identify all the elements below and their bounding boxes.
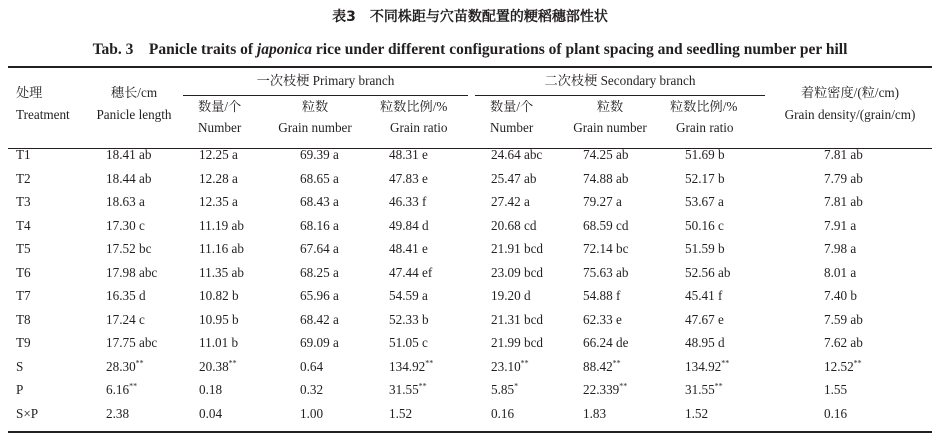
cell-value: 52.56 ab (685, 264, 731, 280)
cell-value: 11.35 ab (199, 264, 244, 280)
cell-value: 5.85 (491, 382, 515, 397)
table-cell (491, 288, 531, 304)
table-cell (389, 382, 427, 398)
cell-value: 6.16 (106, 382, 130, 397)
row-treatment: T1 (16, 147, 31, 162)
table-cell (199, 218, 244, 234)
table-cell (389, 147, 428, 163)
table-row (0, 261, 940, 285)
title-en-italic: japonica (256, 41, 313, 58)
table-cell (685, 288, 722, 304)
table-cell (491, 171, 536, 187)
table-row (0, 378, 940, 402)
cell-value: 1.83 (583, 405, 607, 421)
cell-value: 12.52 (824, 358, 854, 374)
table-cell (583, 241, 628, 257)
table-cell (199, 406, 222, 422)
table-cell (389, 288, 428, 304)
cell-value: 68.65 a (300, 170, 339, 186)
table-cell (389, 312, 429, 328)
cell-value: 17.75 abc (106, 335, 158, 350)
cell-value: 47.44 ef (389, 264, 433, 280)
cell-value: 11.16 ab (199, 241, 244, 256)
table-cell (300, 406, 323, 422)
table-cell (300, 288, 339, 304)
cell-value: 0.64 (300, 358, 324, 374)
table-cell (685, 265, 730, 281)
cell-value: 68.42 a (300, 311, 339, 327)
table-cell (824, 241, 856, 257)
table-cell (106, 288, 146, 304)
row-treatment: T4 (16, 217, 31, 233)
row-treatment: T3 (16, 194, 31, 209)
row-treatment: P (16, 382, 24, 397)
header-primary-number-cn: 数量/个 (198, 99, 242, 114)
cell-value: 17.52 bc (106, 241, 152, 256)
table-cell (199, 241, 244, 257)
table-cell (300, 171, 339, 187)
table-cell (824, 382, 847, 398)
table-cell (106, 359, 144, 375)
table-title-english (0, 37, 940, 59)
table-cell (199, 147, 238, 163)
significance-mark: ** (228, 358, 237, 368)
header-primary-grain-en: Grain number (278, 120, 352, 135)
cell-value: 47.67 e (685, 311, 724, 327)
table-bottom-rule (8, 431, 932, 433)
header-secondary-number-en: Number (490, 120, 534, 135)
significance-mark: ** (418, 381, 427, 391)
cell-value: 7.81 ab (824, 194, 863, 209)
table-cell (583, 147, 628, 163)
cell-value: 51.05 c (389, 335, 428, 350)
table-cell (300, 312, 339, 328)
cell-value: 21.91 bcd (491, 241, 544, 256)
row-treatment: T2 (16, 170, 31, 186)
table-cell (389, 171, 428, 187)
cell-value: 53.67 a (685, 194, 724, 209)
cell-value: 28.30 (106, 358, 136, 374)
table-cell (685, 312, 724, 328)
cell-value: 1.55 (824, 382, 848, 397)
cell-value: 23.10 (491, 358, 521, 374)
significance-mark: ** (619, 381, 628, 391)
cell-value: 1.00 (300, 405, 324, 421)
table-row (0, 143, 940, 167)
cell-value: 12.35 a (199, 194, 238, 209)
cell-value: 49.84 d (389, 217, 429, 233)
cell-value: 88.42 (583, 358, 613, 374)
cell-value: 69.09 a (300, 335, 339, 350)
header-treatment-cn: 处理 (16, 85, 43, 100)
header-secondary-number-cn: 数量/个 (490, 99, 534, 114)
table-cell (685, 382, 723, 398)
table-cell (583, 312, 622, 328)
cell-value: 52.33 b (389, 311, 429, 327)
cell-value: 48.31 e (389, 147, 428, 162)
significance-mark: ** (129, 381, 138, 391)
table-cell (389, 241, 428, 257)
cell-value: 19.20 d (491, 288, 531, 303)
table-cell (106, 265, 157, 281)
table-title-chinese: 表3 不同株距与穴苗数配置的粳稻穗部性状 (332, 9, 608, 25)
table-cell (106, 312, 145, 328)
table-cell (824, 359, 862, 375)
table-cell (824, 312, 863, 328)
cell-value: 47.83 e (389, 170, 428, 186)
table-cell (491, 382, 518, 398)
table-cell (583, 335, 628, 351)
table-cell (491, 218, 536, 234)
cell-value: 134.92 (389, 358, 426, 374)
header-primary-ratio-en: Grain ratio (390, 120, 448, 135)
table-cell (199, 194, 238, 210)
cell-value: 7.91 a (824, 217, 857, 233)
cell-value: 0.04 (199, 405, 223, 421)
row-treatment: S×P (16, 405, 39, 421)
table-row (0, 237, 940, 261)
table-cell (199, 382, 222, 398)
row-treatment: S (16, 358, 24, 374)
table-cell (389, 335, 428, 351)
table-cell (583, 171, 628, 187)
cell-value: 69.39 a (300, 147, 339, 162)
cell-value: 16.35 d (106, 288, 146, 303)
table-cell (491, 241, 543, 257)
cell-value: 67.64 a (300, 241, 339, 256)
cell-value: 54.59 a (389, 288, 428, 303)
cell-value: 1.52 (389, 405, 413, 421)
table-cell (583, 288, 620, 304)
cell-value: 23.09 bcd (491, 264, 544, 280)
header-primary-ratio-cn: 粒数比例/% (380, 99, 448, 114)
cell-value: 45.41 f (685, 288, 723, 303)
table-cell (824, 147, 863, 163)
header-secondary-ratio-cn: 粒数比例/% (670, 99, 738, 114)
table-cell (300, 335, 339, 351)
table-cell (106, 218, 145, 234)
header-grain-density-en: Grain density/(grain/cm) (784, 107, 916, 122)
cell-value: 21.99 bcd (491, 335, 544, 350)
table-cell (106, 335, 157, 351)
table-cell (491, 359, 529, 375)
cell-value: 12.28 a (199, 170, 238, 186)
title-en-suffix: rice under different configurations of plant spacing and seedling number per hill (312, 41, 848, 58)
table-cell (685, 194, 724, 210)
table-cell (685, 406, 708, 422)
table-cell (389, 265, 432, 281)
cell-value: 68.59 cd (583, 217, 629, 233)
cell-value: 11.01 b (199, 335, 239, 350)
cell-value: 0.18 (199, 382, 223, 397)
cell-value: 2.38 (106, 405, 130, 421)
cell-value: 20.68 cd (491, 217, 537, 233)
cell-value: 18.41 ab (106, 147, 152, 162)
row-treatment: T5 (16, 241, 31, 256)
table-cell (583, 218, 628, 234)
table-cell (300, 359, 323, 375)
significance-mark: ** (425, 358, 434, 368)
significance-mark: ** (721, 358, 730, 368)
cell-value: 31.55 (389, 382, 419, 397)
cell-value: 54.88 f (583, 288, 621, 303)
table-cell (389, 359, 433, 375)
table-cell (583, 382, 627, 398)
cell-value: 0.16 (824, 405, 848, 421)
table-cell (106, 171, 151, 187)
cell-value: 74.25 ab (583, 147, 629, 162)
table-cell (583, 359, 621, 375)
table-cell (491, 265, 543, 281)
cell-value: 7.59 ab (824, 311, 863, 327)
table-cell (824, 335, 863, 351)
significance-mark: ** (520, 358, 529, 368)
table-cell (583, 194, 622, 210)
table-cell (685, 218, 724, 234)
cell-value: 72.14 bc (583, 241, 629, 256)
significance-mark: ** (612, 358, 621, 368)
cell-value: 11.19 ab (199, 217, 244, 233)
table-cell (685, 241, 725, 257)
table-cell (389, 218, 429, 234)
table-cell (106, 382, 137, 398)
significance-mark: ** (714, 381, 723, 391)
cell-value: 68.16 a (300, 217, 339, 233)
table-cell (199, 335, 238, 351)
cell-value: 27.42 a (491, 194, 530, 209)
cell-value: 7.40 b (824, 288, 857, 303)
header-primary-branch: 一次枝梗 Primary branch (256, 73, 395, 88)
cell-value: 10.82 b (199, 288, 239, 303)
table-cell (199, 265, 244, 281)
cell-value: 7.62 ab (824, 335, 863, 350)
table-cell (389, 406, 412, 422)
header-secondary-grain-en: Grain number (573, 120, 647, 135)
table-cell (685, 335, 725, 351)
cell-value: 62.33 e (583, 311, 622, 327)
cell-value: 74.88 ab (583, 170, 629, 186)
table-row (0, 214, 940, 238)
header-grain-density-cn: 着粒密度/(粒/cm) (800, 85, 900, 100)
significance-mark: * (514, 381, 519, 391)
cell-value: 1.52 (685, 405, 709, 421)
cell-value: 20.38 (199, 358, 229, 374)
table-cell (106, 241, 151, 257)
cell-value: 68.43 a (300, 194, 339, 209)
table-cell (824, 265, 856, 281)
cell-value: 10.95 b (199, 311, 239, 327)
cell-value: 66.24 de (583, 335, 629, 350)
table-cell (583, 406, 606, 422)
table-cell (199, 312, 239, 328)
cell-value: 48.41 e (389, 241, 428, 256)
cell-value: 25.47 ab (491, 170, 537, 186)
cell-value: 8.01 a (824, 264, 857, 280)
table-cell (199, 171, 238, 187)
cell-value: 79.27 a (583, 194, 622, 209)
table-row (0, 190, 940, 214)
cell-value: 22.339 (583, 382, 620, 397)
table-row (0, 308, 940, 332)
significance-mark: ** (853, 358, 862, 368)
cell-value: 24.64 abc (491, 147, 543, 162)
table-cell (685, 147, 725, 163)
cell-value: 17.98 abc (106, 264, 158, 280)
header-secondary-ratio-en: Grain ratio (676, 120, 734, 135)
cell-value: 0.16 (491, 405, 515, 421)
cell-value: 18.44 ab (106, 170, 152, 186)
cell-value: 18.63 a (106, 194, 145, 209)
table-cell (583, 265, 628, 281)
table-row (0, 284, 940, 308)
cell-value: 68.25 a (300, 264, 339, 280)
row-treatment: T6 (16, 264, 31, 280)
table-row (0, 331, 940, 355)
cell-value: 7.79 ab (824, 170, 863, 186)
cell-value: 7.98 a (824, 241, 857, 256)
cell-value: 75.63 ab (583, 264, 629, 280)
cell-value: 65.96 a (300, 288, 339, 303)
table-cell (685, 359, 729, 375)
header-secondary-branch: 二次枝梗 Secondary branch (544, 73, 696, 88)
cell-value: 52.17 b (685, 170, 725, 186)
cell-value: 7.81 ab (824, 147, 863, 162)
row-treatment: T8 (16, 311, 31, 327)
table-cell (389, 194, 426, 210)
table-top-rule (8, 66, 932, 68)
table-cell (106, 194, 145, 210)
cell-value: 21.31 bcd (491, 311, 544, 327)
header-primary-grain-cn: 粒数 (301, 99, 329, 114)
table-cell (491, 335, 543, 351)
cell-value: 134.92 (685, 358, 722, 374)
cell-value: 12.25 a (199, 147, 238, 162)
cell-value: 48.95 d (685, 335, 725, 350)
cell-value: 0.32 (300, 382, 324, 397)
table-cell (824, 194, 863, 210)
table-cell (199, 288, 239, 304)
row-treatment: T7 (16, 288, 31, 303)
table-cell (824, 218, 856, 234)
table-cell (824, 288, 857, 304)
cell-value: 46.33 f (389, 194, 427, 209)
header-secondary-grain-cn: 粒数 (596, 99, 624, 114)
table-cell (491, 406, 514, 422)
table-cell (685, 171, 725, 187)
cell-value: 31.55 (685, 382, 715, 397)
table-cell (199, 359, 237, 375)
cell-value: 17.30 c (106, 217, 145, 233)
table-cell (300, 382, 323, 398)
table-row (0, 355, 940, 379)
table-cell (300, 218, 339, 234)
table-cell (824, 406, 847, 422)
table-row (0, 167, 940, 191)
table-cell (300, 265, 339, 281)
title-en-prefix: Tab. 3 Panicle traits of (92, 41, 257, 58)
header-panicle-length-en: Panicle length (96, 107, 172, 122)
table-cell (824, 171, 863, 187)
table-row (0, 402, 940, 426)
table-cell (491, 147, 542, 163)
cell-value: 51.69 b (685, 147, 725, 162)
cell-value: 50.16 c (685, 217, 724, 233)
table-cell (106, 406, 129, 422)
table-cell (491, 194, 530, 210)
cell-value: 17.24 c (106, 311, 145, 327)
table-cell (106, 147, 151, 163)
header-panicle-length-cn: 穗长/cm (110, 85, 158, 100)
table-cell (300, 147, 339, 163)
header-treatment-en: Treatment (16, 107, 70, 122)
header-primary-number-en: Number (198, 120, 242, 135)
cell-value: 51.59 b (685, 241, 725, 256)
row-treatment: T9 (16, 335, 31, 350)
table-cell (300, 194, 339, 210)
table-cell (491, 312, 543, 328)
table-cell (300, 241, 339, 257)
significance-mark: ** (135, 358, 144, 368)
